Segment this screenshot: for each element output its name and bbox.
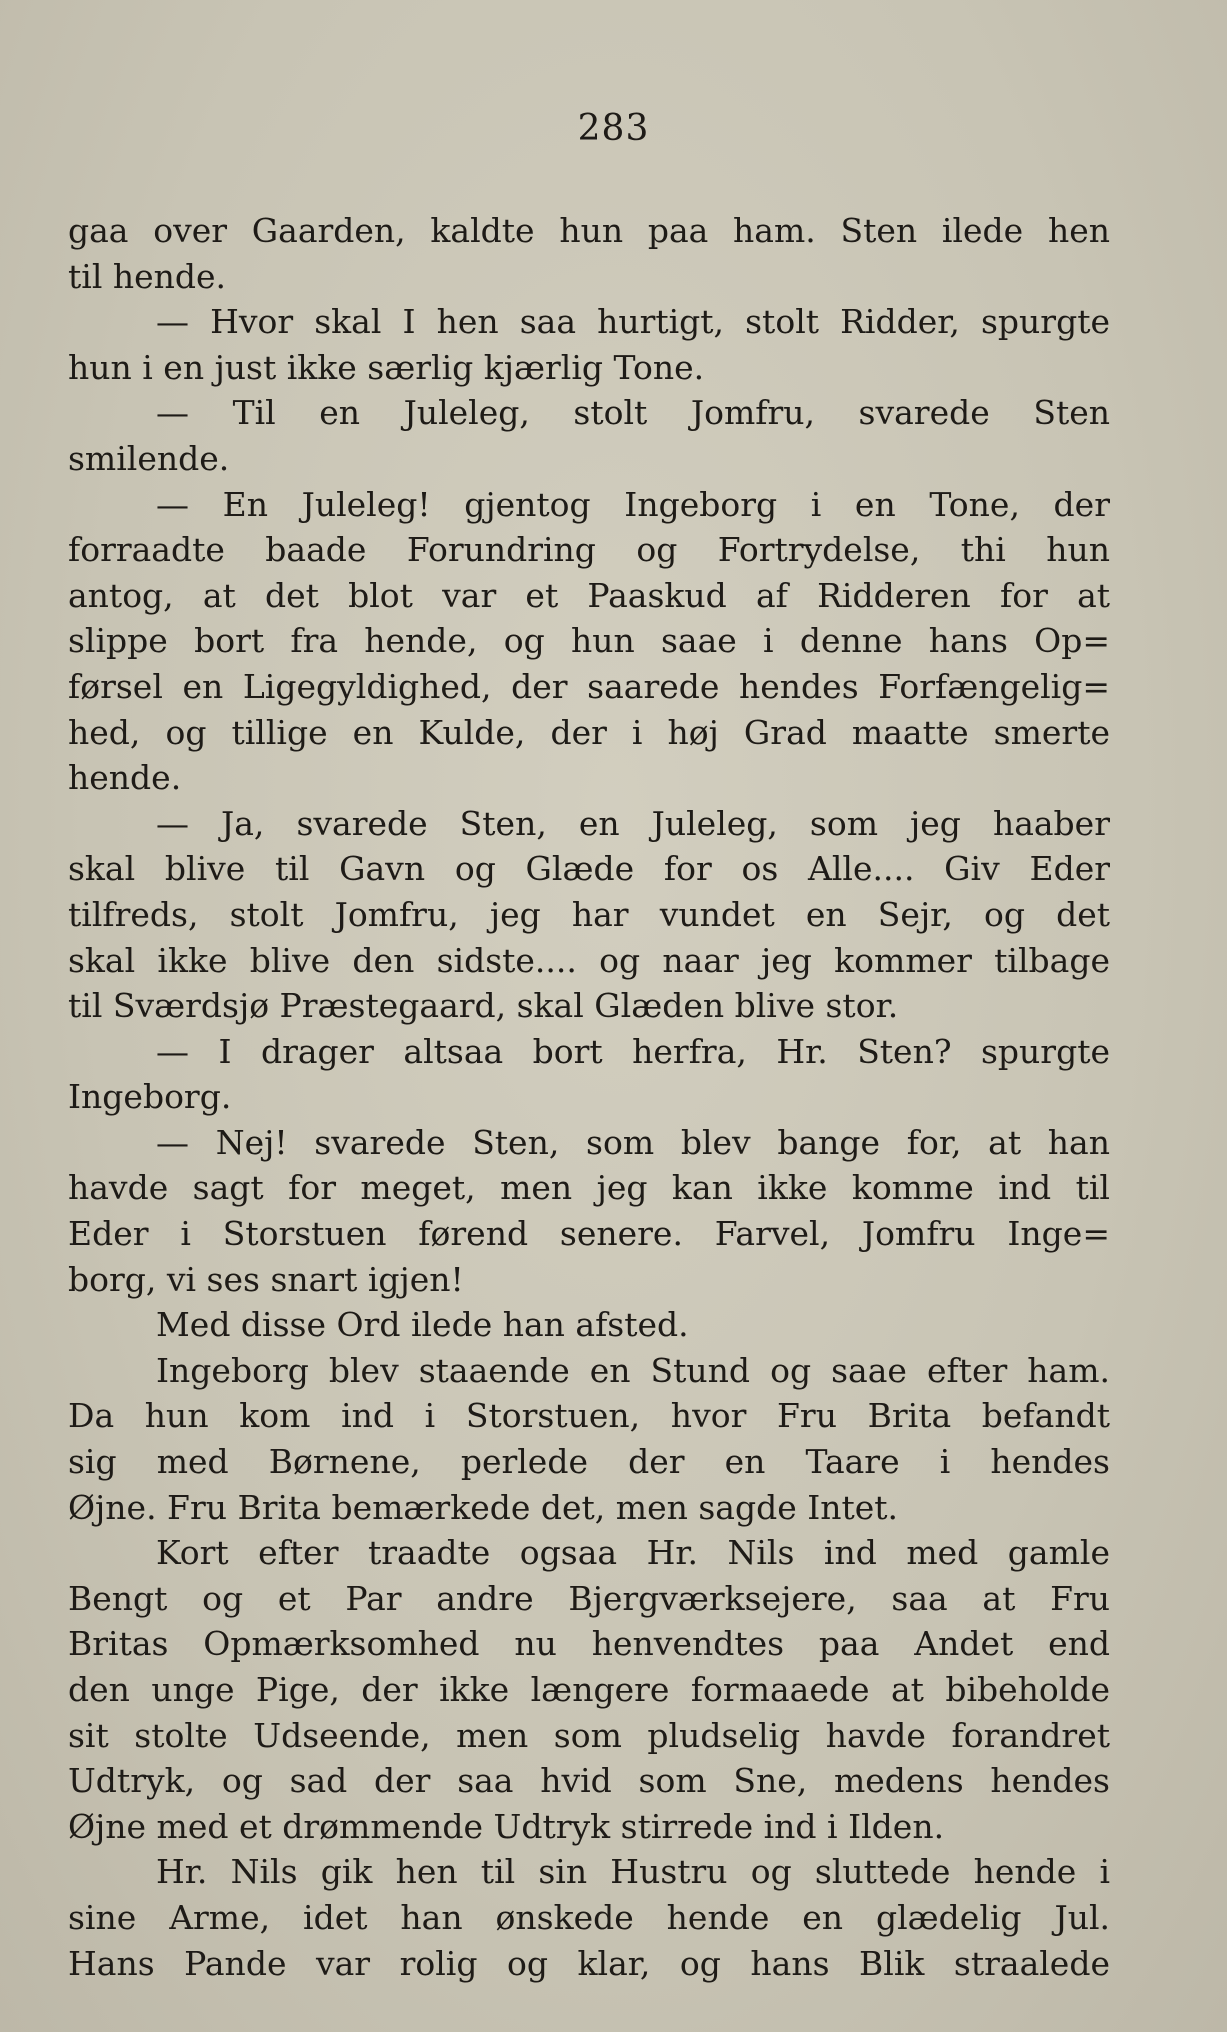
text-line: Ingeborg. bbox=[68, 1077, 232, 1117]
text-line: skal ikke blive den sidste.... og naar jeg kommer tilbage bbox=[68, 940, 1110, 980]
text-line: til Sværdsjø Præstegaard, skal Glæden blive stor. bbox=[68, 986, 899, 1026]
text-line: antog, at det blot var et Paaskud af Ridderen for at bbox=[68, 575, 1110, 615]
text-line: Eder i Storstuen førend senere. Farvel, Jomfru Inge= bbox=[68, 1214, 1110, 1254]
text-line: — Til en Juleleg, stolt Jomfru, svarede Sten bbox=[156, 393, 1110, 433]
text-line: Hr. Nils gik hen til sin Hustru og sluttede hende i bbox=[156, 1852, 1110, 1892]
text-line: skal blive til Gavn og Glæde for os Alle.... Giv Eder bbox=[68, 849, 1110, 889]
text-line: Da hun kom ind i Storstuen, hvor Fru Brita befandt bbox=[68, 1396, 1110, 1436]
text-line: — Ja, svarede Sten, en Juleleg, som jeg haaber bbox=[156, 803, 1110, 843]
text-line: til hende. bbox=[68, 256, 227, 296]
text-line: borg, vi ses snart igjen! bbox=[68, 1259, 464, 1299]
text-line: smilende. bbox=[68, 438, 230, 478]
text-line: havde sagt for meget, men jeg kan ikke komme ind til bbox=[68, 1168, 1110, 1208]
text-line: — En Juleleg! gjentog Ingeborg i en Tone, der bbox=[156, 484, 1110, 524]
text-line: Hans Pande var rolig og klar, og hans Blik straalede bbox=[68, 1943, 1110, 1983]
body-text bbox=[68, 208, 1110, 1986]
page-number: 283 bbox=[577, 108, 650, 149]
text-line: forraadte baade Forundring og Fortrydelse, thi hun bbox=[68, 530, 1110, 570]
text-line: førsel en Ligegyldighed, der saarede hendes Forfængelig= bbox=[68, 666, 1110, 706]
text-line: Kort efter traadte ogsaa Hr. Nils ind med gamle bbox=[156, 1533, 1110, 1573]
text-line: Øjne med et drømmende Udtryk stirrede ind i Ilden. bbox=[68, 1806, 945, 1846]
text-line: hun i en just ikke særlig kjærlig Tone. bbox=[68, 347, 705, 387]
text-line: Med disse Ord ilede han afsted. bbox=[156, 1305, 689, 1345]
text-line: Bengt og et Par andre Bjergværksejere, saa at Fru bbox=[68, 1578, 1110, 1618]
text-line: Britas Opmærksomhed nu henvendtes paa Andet end bbox=[68, 1624, 1110, 1664]
text-line: hende. bbox=[68, 758, 182, 798]
text-line: — I drager altsaa bort herfra, Hr. Sten? spurgte bbox=[156, 1031, 1110, 1071]
text-line: — Hvor skal I hen saa hurtigt, stolt Ridder, spurgte bbox=[156, 302, 1110, 342]
text-line: den unge Pige, der ikke længere formaaede at bibeholde bbox=[68, 1670, 1110, 1709]
text-line: sine Arme, idet han ønskede hende en glædelig Jul. bbox=[68, 1897, 1110, 1937]
text-line: tilfreds, stolt Jomfru, jeg har vundet en Sejr, og det bbox=[68, 894, 1110, 934]
text-line: sig med Børnene, perlede der en Taare i hendes bbox=[68, 1442, 1110, 1482]
text-line: Udtryk, og sad der saa hvid som Sne, medens hendes bbox=[68, 1761, 1110, 1801]
text-line: Ingeborg blev staaende en Stund og saae efter ham. bbox=[156, 1350, 1110, 1390]
text-line: sit stolte Udseende, men som pludselig havde forandret bbox=[68, 1715, 1110, 1755]
text-line: — Nej! svarede Sten, som blev bange for, at han bbox=[156, 1122, 1110, 1162]
text-line: slippe bort fra hende, og hun saae i denne hans Op= bbox=[68, 621, 1110, 661]
text-line: Øjne. Fru Brita bemærkede det, men sagde Intet. bbox=[68, 1487, 899, 1527]
text-line: hed, og tillige en Kulde, der i høj Grad maatte smerte bbox=[68, 712, 1110, 752]
text-line: gaa over Gaarden, kaldte hun paa ham. Sten ilede hen bbox=[68, 211, 1110, 250]
